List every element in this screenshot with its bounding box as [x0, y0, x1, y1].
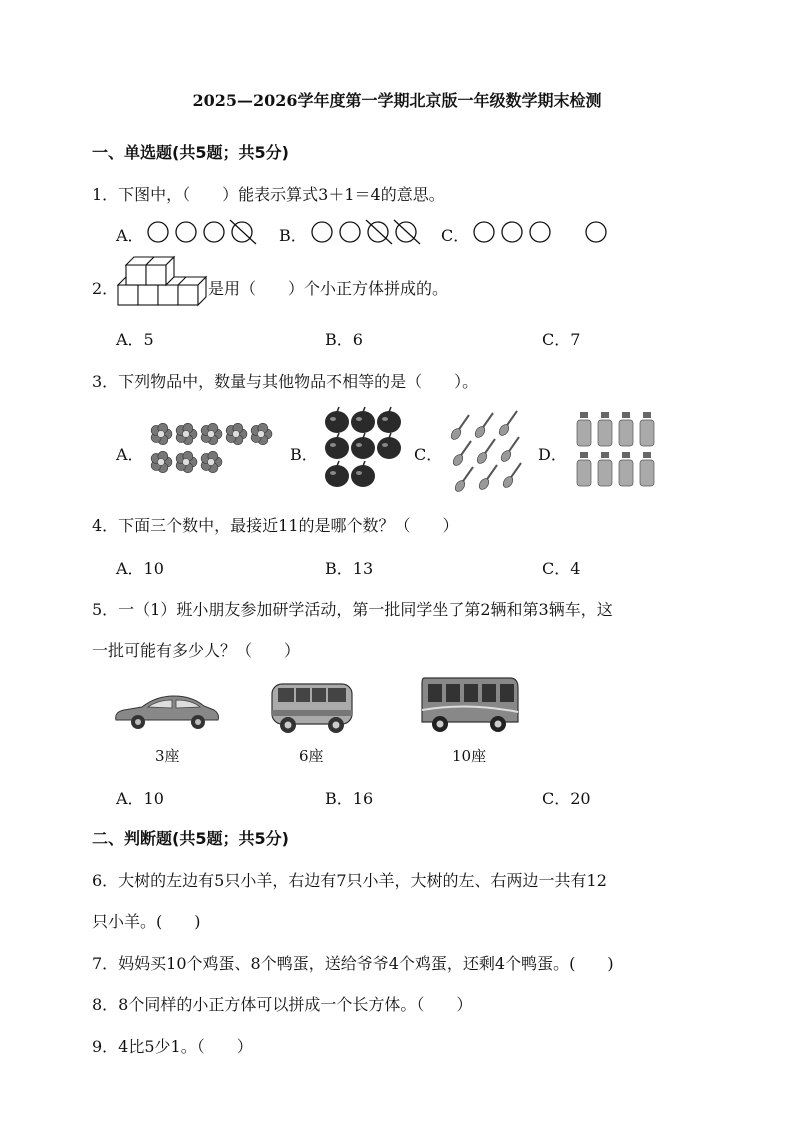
- q2-option-a: A．5: [116, 330, 154, 349]
- question-3-text: 3．下列物品中，数量与其他物品不相等的是（ ）。: [92, 372, 479, 391]
- question-1-text: 1．下图中，（ ）能表示算式3＋1＝4的意思。: [92, 185, 445, 204]
- apple-icon: [325, 461, 349, 487]
- apple-icon: [351, 461, 375, 487]
- q2-option-c: C．7: [542, 330, 581, 349]
- q4-option-c: C．4: [542, 559, 581, 578]
- vehicle-label-bus: 10座: [452, 747, 487, 765]
- car-image: [112, 690, 222, 734]
- flower-icon: [151, 451, 172, 472]
- question-6-line-2: 只小羊。( ): [92, 912, 201, 931]
- question-4-text: 4．下面三个数中，最接近11的是哪个数？（ ）: [92, 516, 459, 535]
- q5-option-a: A．10: [116, 789, 164, 808]
- spray-bottle-icon: [619, 452, 633, 486]
- q1-option-c: C．: [441, 226, 470, 245]
- q5-option-c: C．20: [542, 789, 591, 808]
- shovel-icon: [475, 439, 495, 465]
- apple-icon: [325, 407, 349, 433]
- flower-icon: [151, 423, 172, 444]
- flower-icon: [176, 423, 197, 444]
- q5-option-b: B．16: [325, 789, 374, 808]
- flower-icon: [176, 451, 197, 472]
- q1-option-b-circles: [310, 220, 430, 244]
- shovel-icon: [451, 441, 471, 467]
- q4-option-a: A．10: [116, 559, 164, 578]
- apples-group: [323, 408, 407, 492]
- apple-icon: [377, 433, 401, 459]
- shovel-icon: [477, 465, 497, 491]
- spray-bottle-icon: [577, 452, 591, 486]
- shovel-icon: [497, 411, 517, 437]
- question-5-line-2: 一批可能有多少人？（ ）: [92, 641, 301, 660]
- q1-option-a-circles: [146, 220, 266, 244]
- spray-bottle-icon: [598, 452, 612, 486]
- apple-icon: [325, 433, 349, 459]
- flower-icon: [201, 451, 222, 472]
- question-5-line-1: 5．一（1）班小朋友参加研学活动，第一批同学坐了第2辆和第3辆车，这: [92, 600, 613, 619]
- shovel-icon: [499, 437, 519, 463]
- apple-icon: [351, 407, 375, 433]
- apple-icon: [377, 407, 401, 433]
- spray-bottle-icon: [640, 452, 654, 486]
- q1-option-b: B．: [279, 226, 307, 245]
- flower-icon: [251, 423, 272, 444]
- section-heading-2: 二、判断题(共5题；共5分): [92, 829, 289, 848]
- spray-bottles-group: [570, 410, 658, 488]
- q3-option-a: A．: [116, 445, 144, 464]
- question-2-number: 2．: [92, 279, 119, 298]
- shovel-icon: [473, 413, 493, 439]
- bus-image: [418, 672, 522, 736]
- q2-option-b: B．6: [325, 330, 363, 349]
- section-heading-1: 一、单选题(共5题；共5分): [92, 143, 289, 162]
- spray-bottle-icon: [640, 412, 654, 446]
- vehicle-label-van: 6座: [299, 747, 324, 765]
- shovel-icon: [449, 415, 469, 441]
- q4-option-b: B．13: [325, 559, 374, 578]
- flower-icon: [226, 423, 247, 444]
- question-9-text: 9．4比5少1。（ ）: [92, 1037, 253, 1056]
- shovel-icon: [501, 463, 521, 489]
- q3-option-d: D．: [538, 445, 567, 464]
- question-7-text: 7．妈妈买10个鸡蛋、8个鸭蛋，送给爷爷4个鸡蛋，还剩4个鸭蛋。( ): [92, 954, 614, 973]
- shovel-icon: [453, 467, 473, 493]
- question-2-text: 是用（ ）个小正方体拼成的。: [208, 279, 449, 298]
- van-image: [268, 680, 358, 736]
- flowers-group: [148, 422, 274, 476]
- vehicle-label-car: 3座: [155, 747, 180, 765]
- cube-stack-figure: [118, 255, 208, 311]
- q3-option-c: C．: [414, 445, 443, 464]
- shovels-group: [445, 405, 521, 491]
- question-8-text: 8．8个同样的小正方体可以拼成一个长方体。（ ）: [92, 995, 473, 1014]
- apple-icon: [351, 433, 375, 459]
- page-title: 2025—2026学年度第一学期北京版一年级数学期末检测: [192, 91, 602, 110]
- q1-option-a: A．: [116, 226, 144, 245]
- spray-bottle-icon: [619, 412, 633, 446]
- flower-icon: [201, 423, 222, 444]
- question-6-line-1: 6．大树的左边有5只小羊，右边有7只小羊，大树的左、右两边一共有12: [92, 871, 607, 890]
- q1-option-c-circles: [472, 220, 612, 244]
- spray-bottle-icon: [598, 412, 612, 446]
- q3-option-b: B．: [290, 445, 318, 464]
- spray-bottle-icon: [577, 412, 591, 446]
